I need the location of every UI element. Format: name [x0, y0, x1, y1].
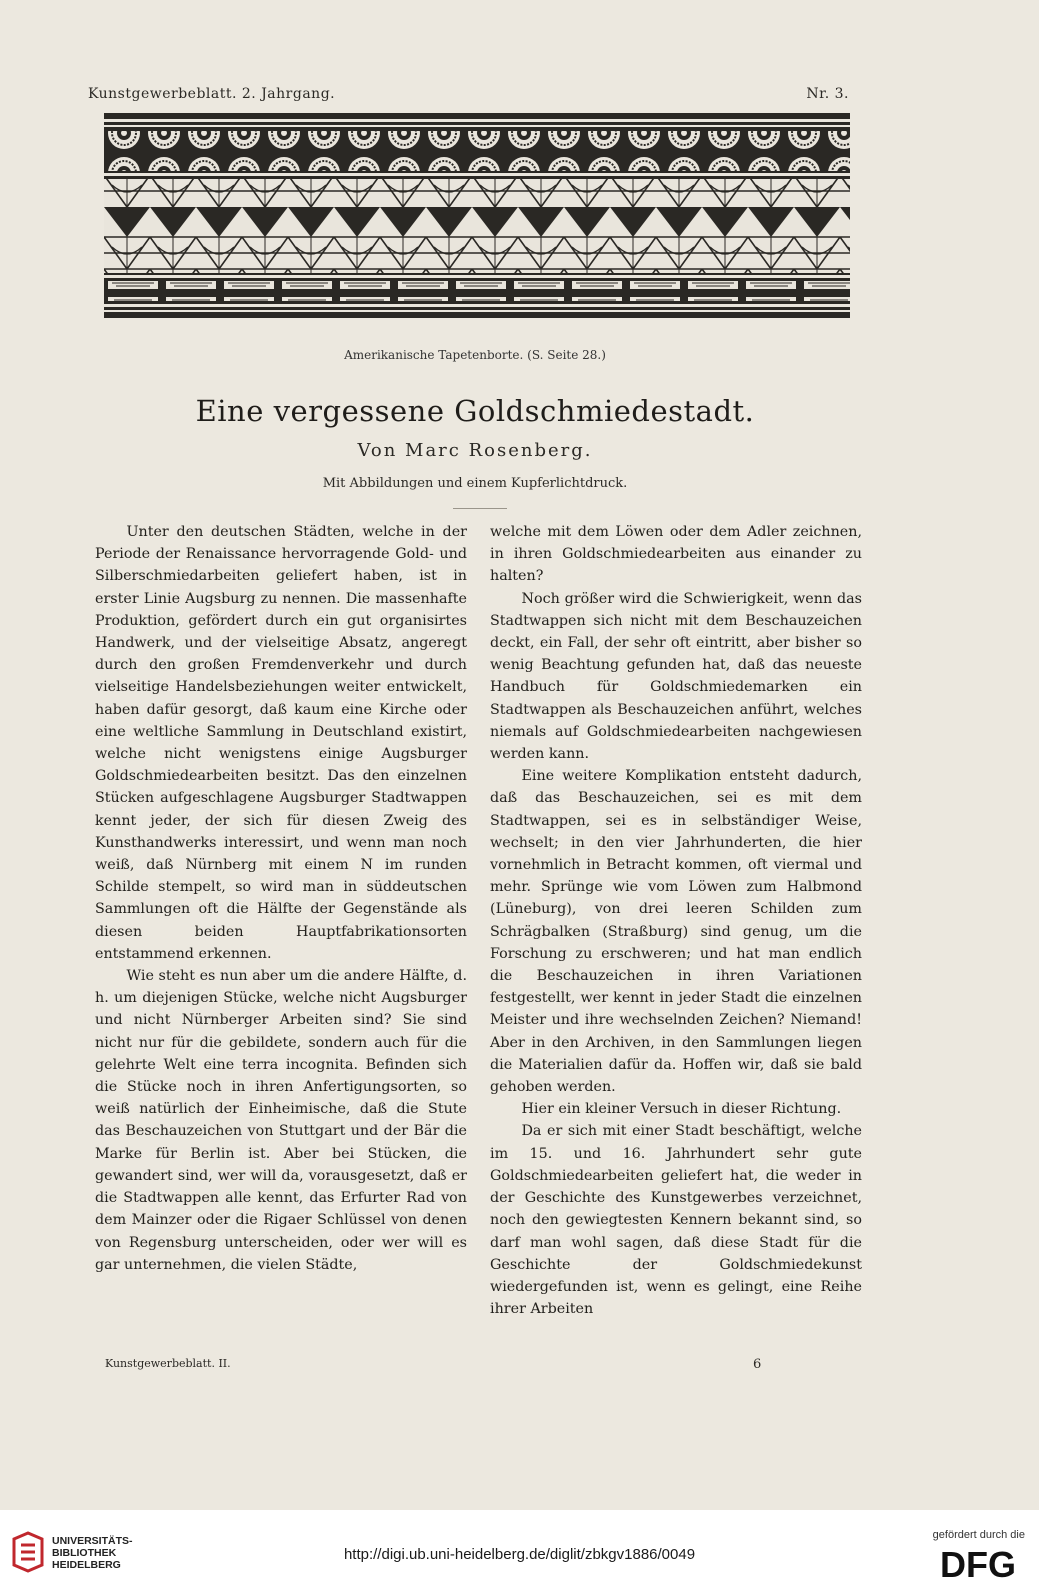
paragraph: Unter den deutschen Städten, welche in der Periode der Renaissance hervorragende Gold- und Silberschmiedarbeiten geliefert haben, ist in erster Linie Augsburg zu nennen. Die massenhafte Produktion, gefördert durch ein gut organisirtes Handwerk, und der vielseitige Absatz, angeregt durch den großen Fremdenverkehr und durch vielseitige Handelsbeziehungen weiter entwickelt, haben dafür gesorgt, daß kaum eine Kirche oder eine weltliche Sammlung in Deutschland existirt, welche nicht wenigstens einige Augsburger Goldschmiedearbeiten besitzt. Das den einzelnen Stücken aufgeschlagene Augsburger Stadtwappen kennt jeder, der sich für diesen Zweig des Kunsthandwerks interessirt, und wenn man noch weiß, daß Nürnberg mit einem N im runden Schilde stempelt, so wird man in süddeutschen Sammlungen oft die Hälfte der Gegenstände als diesen beiden Hauptfabrikationsorten entstammend erkennen.	[95, 524, 467, 962]
permalink-url[interactable]: http://digi.ub.uni-heidelberg.de/diglit/zbkgv1886/0049	[343, 1546, 696, 1563]
figure-caption: Amerikanische Tapetenborte. (S. Seite 28.)	[344, 348, 606, 362]
sheet-number: 6	[753, 1357, 762, 1372]
funding-note: gefördert durch die	[932, 1529, 1025, 1541]
issue-number: Nr. 3.	[806, 86, 849, 102]
paragraph: Hier ein kleiner Versuch in dieser Richtung.	[521, 1101, 842, 1118]
text-column-right	[490, 521, 862, 1320]
article-title: Eine vergessene Goldschmiedestadt.	[195, 394, 755, 428]
paragraph: welche mit dem Löwen oder dem Adler zeichnen, in ihren Goldschmiedearbeiten aus einander zu halten?	[490, 524, 862, 585]
paragraph: Eine weitere Komplikation entsteht dadurch, daß das Beschauzeichen, sei es mit dem Stadtwappen, sei es in selbständiger Weise, wechselt; in den vier Jahrhunderten, die hier vornehmlich in Betracht kommen, oft viermal und mehr. Sprünge wie vom Löwen zum Halbmond (Lüneburg), von drei leeren Schilden zum Schrägbalken (Straßburg) sind genug, um die Forschung zu erschweren; und hat man endlich die Beschauzeichen in ihren Variationen festgestellt, wer kennt in jeder Stadt die einzelnen Meister und ihre wechselnden Zeichen? Niemand! Aber in den Archiven, in den Sammlungen liegen die Materialien dafür da. Hoffen wir, daß sie bald gehoben werden.	[490, 768, 862, 1096]
running-header-title: Kunstgewerbeblatt. 2. Jahrgang.	[88, 86, 336, 102]
paragraph: Wie steht es nun aber um die andere Hälfte, d. h. um diejenigen Stücke, welche nicht Augsburger und nicht Nürnberger Arbeiten sind? Sie sind nicht nur für die gebildete, sondern auch für die gelehrte Welt eine terra incognita. Befinden sich die Stücke noch in ihren Anfertigungsorten, so weiß natürlich der Einheimische, daß die Stute das Beschauzeichen von Stuttgart und der Bär die Marke für Berlin ist. Aber bei Stücken, die gewandert sind, wer will da, vorausgesetzt, daß er die Stadtwappen alle kennt, das Erfurter Rad von dem Mainzer oder die Rigaer Schlüssel von denen von Regensburg unterscheiden, oder wer will es gar unternehmen, die vielen Städte,	[95, 968, 467, 1273]
text-column-left	[95, 521, 467, 1276]
title-divider	[453, 508, 507, 509]
dfg-logo-icon[interactable]	[931, 1547, 1025, 1581]
article-byline: Von Marc Rosenberg.	[357, 440, 593, 461]
viewer-footer-bar	[0, 1510, 1039, 1590]
paragraph: Noch größer wird die Schwierigkeit, wenn das Stadtwappen sich nicht mit dem Beschauzeichen deckt, ein Fall, der sehr oft eintritt, aber bisher so wenig Beachtung gefunden hat, daß das neueste Handbuch für Goldschmiedemarken ein Stadtwappen als Beschauzeichen anführt, welches niemals auf Goldschmiedearbeiten nachgewiesen werden kann.	[490, 590, 862, 763]
institution-line: UNIVERSITÄTS-	[52, 1535, 133, 1547]
article-subline: Mit Abbildungen und einem Kupferlichtdruck.	[322, 476, 628, 491]
signature-line: Kunstgewerbeblatt. II.	[105, 1357, 231, 1370]
paragraph: Da er sich mit einer Stadt beschäftigt, welche im 15. und 16. Jahrhundert sehr gute Goldschmiedearbeiten geliefert hat, die weder in der Geschichte des Kunstgewerbes verzeichnet, noch den gewiegtesten Kennern bekannt sind, so darf man wohl sagen, daß diese Stadt für die Geschichte der Goldschmiedekunst wiedergefunden ist, wenn es gelingt, eine Reihe ihrer Arbeiten	[490, 1123, 862, 1318]
institution-line: BIBLIOTHEK	[52, 1547, 117, 1559]
dfg-logo-text: DFG	[940, 1547, 1016, 1581]
wallpaper-border-illustration	[104, 113, 850, 318]
institution-line: HEIDELBERG	[52, 1559, 121, 1571]
